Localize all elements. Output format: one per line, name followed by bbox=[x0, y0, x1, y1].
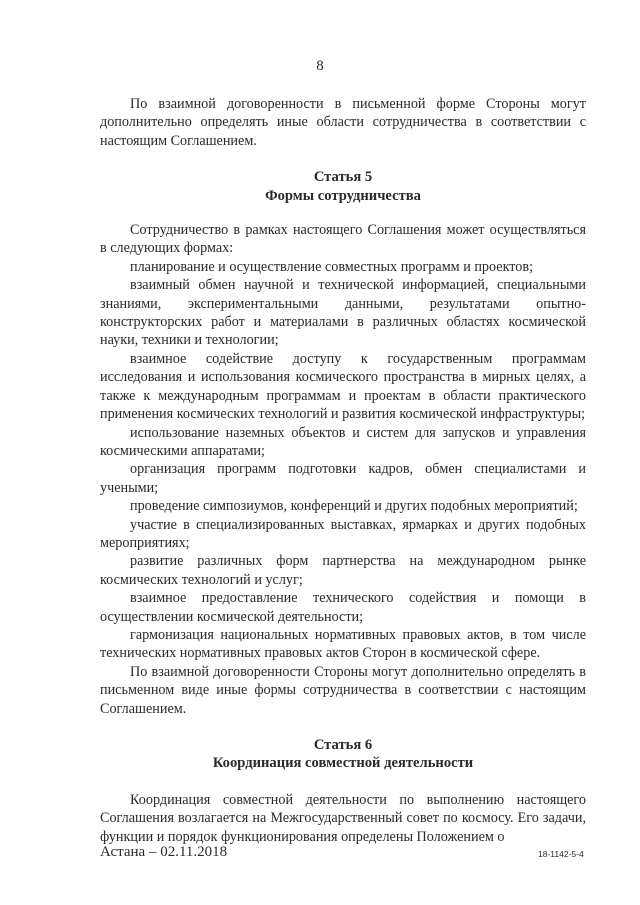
page-number: 8 bbox=[316, 58, 324, 74]
article-6-title: Координация совместной деятельности bbox=[212, 755, 474, 772]
list-item: взаимный обмен научной и технической информацией, специальными знаниями, экспериментальными данными, результатами опытно-конструкторских работ и материалами в различных областях космической науки, техники и технологии; bbox=[100, 277, 586, 349]
list-item: использование наземных объектов и систем для запусков и управления космическими аппаратами; bbox=[100, 424, 586, 459]
list-item: взаимное предоставление технического содействия и помощи в осуществлении космической деятельности; bbox=[100, 590, 586, 625]
article-5-lead: Сотрудничество в рамках настоящего Соглашения может осуществляться в следующих формах: bbox=[100, 222, 586, 257]
article-5-number: Статья 5 bbox=[313, 169, 373, 186]
footer-place-date: Астана – 02.11.2018 bbox=[100, 844, 228, 860]
article-6-paragraph: Координация совместной деятельности по выполнению настоящего Соглашения возлагается на Межгосударственный совет по космосу. Его задачи, функции и порядок функционирования определены Положением о bbox=[100, 791, 586, 845]
article-5-title: Формы сотрудничества bbox=[265, 187, 421, 204]
intro-paragraph: По взаимной договоренности в письменной форме Стороны могут дополнительно определять иные области сотрудничества в соответствии с настоящим Соглашением. bbox=[100, 96, 586, 149]
list-item: проведение симпозиумов, конференций и других подобных мероприятий; bbox=[130, 498, 578, 515]
list-item: организация программ подготовки кадров, обмен специалистами и учеными; bbox=[100, 461, 586, 496]
list-item: развитие различных форм партнерства на международном рынке космических технологий и услуг; bbox=[100, 553, 586, 588]
article-5-heading bbox=[100, 168, 586, 205]
list-item: участие в специализированных выставках, ярмарках и других подобных мероприятиях; bbox=[100, 516, 586, 551]
article-5-closing: По взаимной договоренности Стороны могут дополнительно определять в письменном виде иные формы сотрудничества в соответствии с настоящим Соглашением. bbox=[100, 663, 586, 717]
article-6-number: Статья 6 bbox=[313, 737, 373, 753]
article-6-heading bbox=[100, 736, 586, 773]
list-item: взаимное содействие доступу к государственным программам исследования и использования космического пространства в мирных целях, а также к международным программам и проектам в области практического применения космических технологий и развития космической инфраструктуры; bbox=[100, 350, 586, 423]
footer-document-code: 18-1142-5-4 bbox=[538, 849, 584, 859]
list-item: гармонизация национальных нормативных правовых актов, в том числе технических нормативных правовых актов Сторон в космической сфере. bbox=[100, 626, 586, 662]
document-body bbox=[100, 95, 586, 846]
list-item: планирование и осуществление совместных программ и проектов; bbox=[130, 258, 534, 275]
